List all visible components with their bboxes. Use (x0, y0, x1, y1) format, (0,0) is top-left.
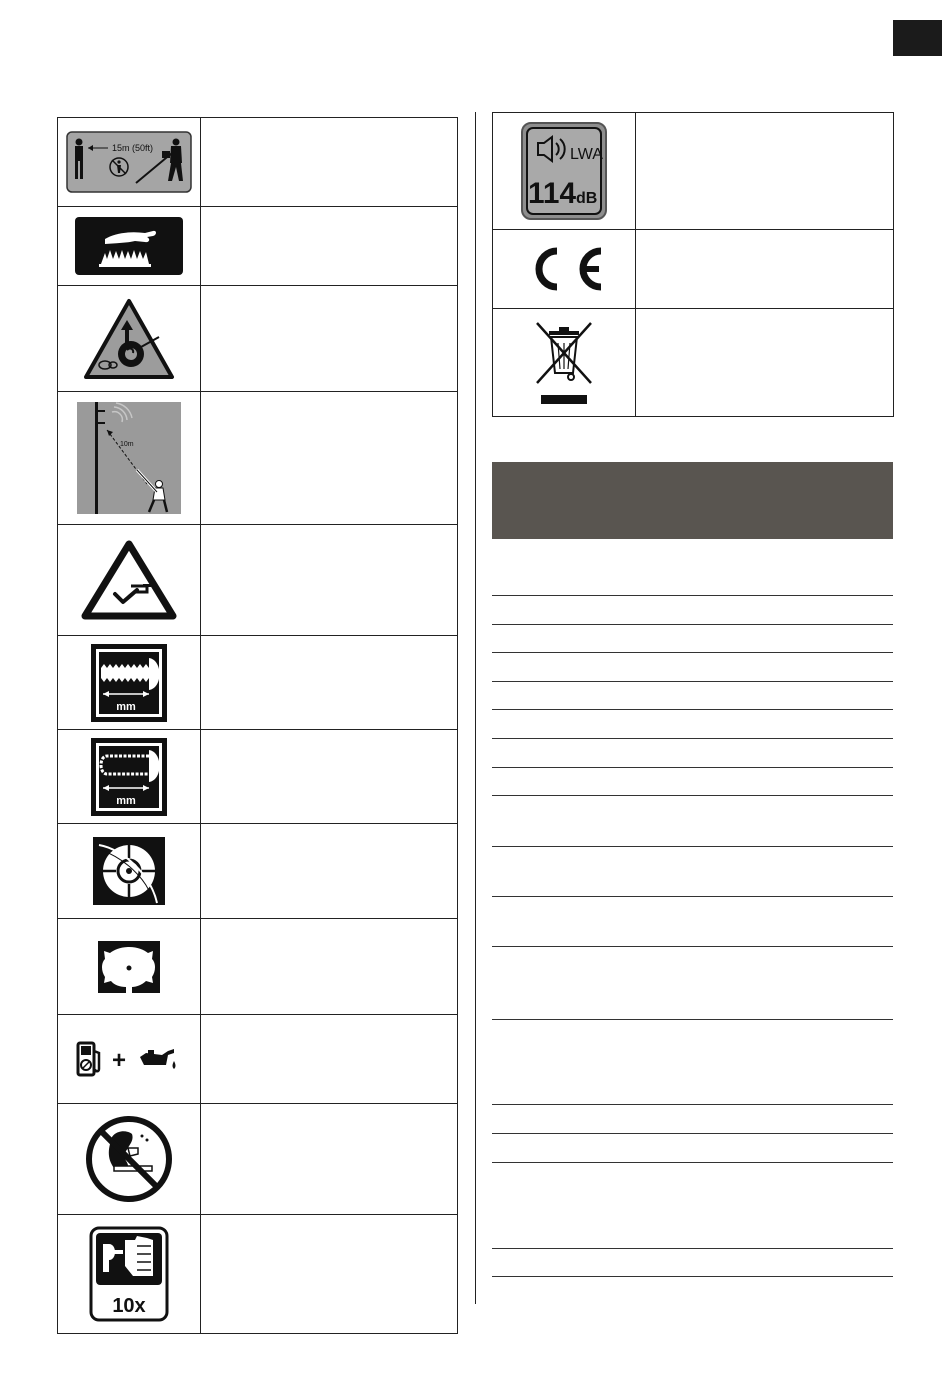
spec-row-divider (492, 595, 893, 596)
symbol-description (636, 309, 894, 417)
power-line-distance-icon (77, 402, 181, 514)
sound-level-value: 114 (528, 177, 577, 210)
symbol-icon-cell (493, 113, 636, 230)
symbol-icon-cell (58, 1215, 201, 1334)
symbol-icon-cell (58, 1104, 201, 1215)
symbol-description (201, 636, 458, 730)
symbol-description (201, 824, 458, 919)
kickback-warning-icon (81, 540, 177, 620)
symbol-icon-cell (58, 636, 201, 730)
symbol-description (201, 286, 458, 392)
symbol-row (58, 730, 458, 824)
symbol-row (58, 525, 458, 636)
symbol-row (493, 230, 894, 309)
spec-row-divider (492, 624, 893, 625)
symbol-row (58, 824, 458, 919)
symbol-row (493, 309, 894, 417)
symbol-row (58, 392, 458, 525)
language-tab (893, 20, 942, 56)
symbol-description (201, 118, 458, 207)
symbol-row (58, 636, 458, 730)
spec-row-divider (492, 1276, 893, 1277)
spec-row-divider (492, 1248, 893, 1249)
symbol-description (201, 392, 458, 525)
symbol-description (201, 207, 458, 286)
symbol-description (201, 1104, 458, 1215)
unit-label: mm (116, 700, 136, 713)
primer-press-10x-icon (89, 1226, 169, 1322)
unit-label: mm (116, 794, 136, 807)
symbol-icon-cell (58, 392, 201, 525)
symbol-icon-cell (58, 207, 201, 286)
symbol-description (201, 1015, 458, 1104)
safety-distance-15m-icon (66, 131, 192, 193)
symbol-description (636, 113, 894, 230)
spec-row-divider (492, 1162, 893, 1163)
symbol-description (636, 230, 894, 309)
symbol-description (201, 730, 458, 824)
spec-row-divider (492, 681, 893, 682)
rotating-blade-warning-icon (83, 297, 175, 381)
distance-label: 10m (120, 441, 134, 448)
spec-row-divider (492, 709, 893, 710)
spec-row-divider (492, 795, 893, 796)
chain-saw-length-icon (91, 738, 167, 816)
spec-row-divider (492, 846, 893, 847)
plus-label: + (111, 1047, 127, 1074)
symbol-icon-cell (58, 824, 201, 919)
spec-row-divider (492, 946, 893, 947)
symbol-icon-cell (493, 309, 636, 417)
spec-row-divider (492, 1019, 893, 1020)
distance-label: 15m (50ft) (112, 143, 154, 153)
specifications-header (492, 462, 893, 539)
trimmer-line-diameter-icon (93, 837, 165, 905)
symbol-row (493, 113, 894, 230)
spec-row-divider (492, 738, 893, 739)
cutting-blade-icon (98, 941, 160, 993)
spec-row-divider (492, 896, 893, 897)
symbol-row (58, 207, 458, 286)
ce-mark-icon (523, 245, 605, 293)
sound-power-level-icon (520, 121, 608, 221)
symbol-icon-cell (58, 118, 201, 207)
symbol-row (58, 286, 458, 392)
spec-row-divider (492, 1104, 893, 1105)
fuel-oil-mix-icon (74, 1039, 184, 1079)
repeat-count-label: 10x (112, 1295, 146, 1317)
symbol-description (201, 1215, 458, 1334)
symbol-description (201, 525, 458, 636)
symbol-icon-cell (58, 1015, 201, 1104)
spec-row-divider (492, 652, 893, 653)
weee-crossed-bin-icon (531, 321, 597, 405)
column-divider (475, 112, 476, 1304)
no-unprotected-operator-icon (84, 1114, 174, 1204)
symbol-icon-cell (493, 230, 636, 309)
symbol-row (58, 1215, 458, 1334)
left-symbol-table (57, 117, 458, 1334)
symbol-row (58, 1104, 458, 1215)
symbol-icon-cell (58, 919, 201, 1015)
spec-row-divider (492, 1133, 893, 1134)
symbol-row (58, 118, 458, 207)
lwa-label: LWA (570, 146, 603, 163)
symbol-row (58, 1015, 458, 1104)
hedge-cutter-length-icon (91, 644, 167, 722)
hot-surface-hand-icon (75, 217, 183, 275)
symbol-row (58, 919, 458, 1015)
spec-row-divider (492, 767, 893, 768)
symbol-description (201, 919, 458, 1015)
symbol-icon-cell (58, 286, 201, 392)
symbol-icon-cell (58, 730, 201, 824)
sound-level-unit: dB (576, 190, 598, 207)
symbol-icon-cell (58, 525, 201, 636)
right-symbol-table (492, 112, 894, 417)
